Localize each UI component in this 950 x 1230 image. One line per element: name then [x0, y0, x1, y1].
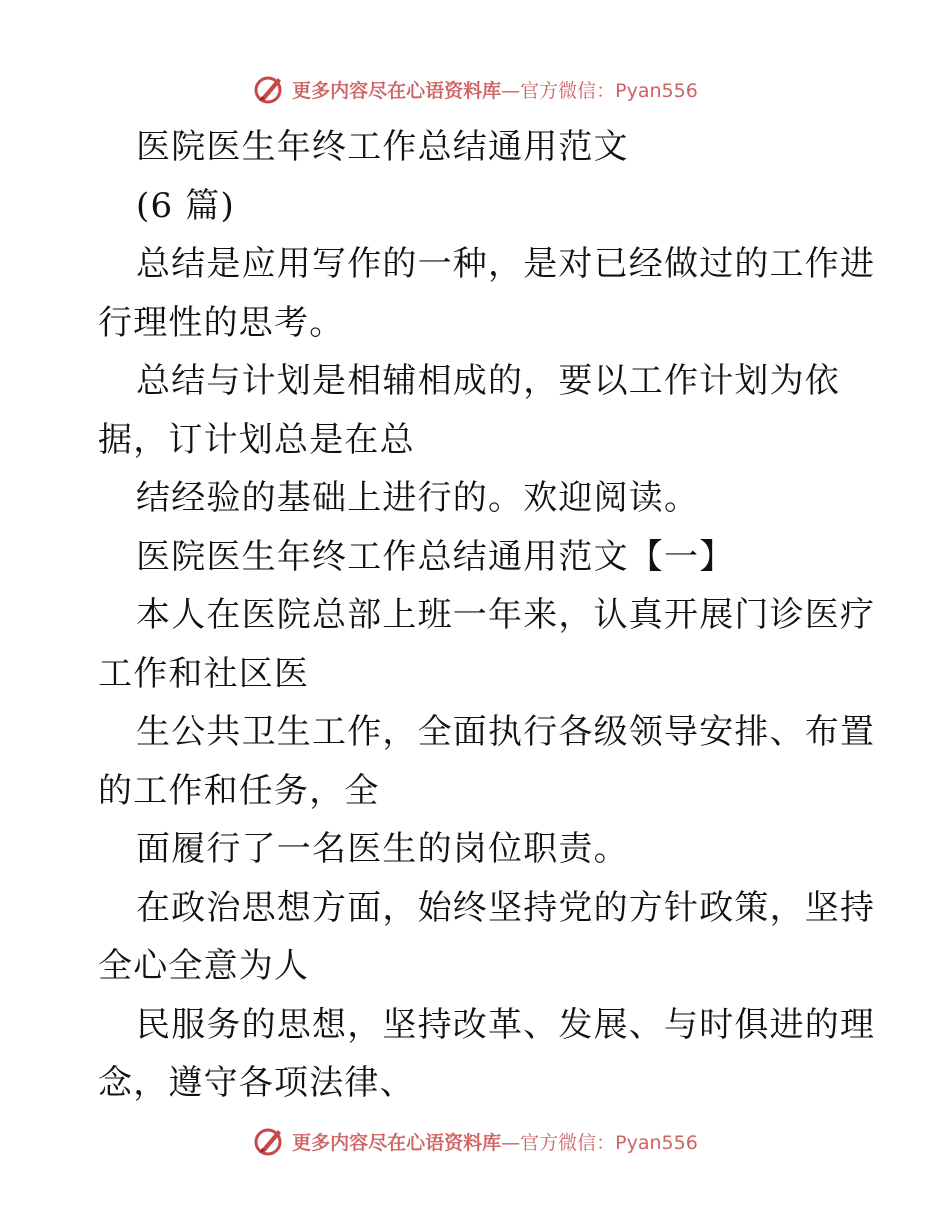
- banner-site-text: 更多内容尽在心语资料库: [292, 79, 502, 102]
- text-line: 医院医生年终工作总结通用范文: [136, 127, 629, 167]
- text-line: 行理性的思考。: [98, 302, 345, 343]
- text-line: 医院医生年终工作总结通用范文【一】: [136, 536, 735, 577]
- banner-contact-text: —官方微信：Pyan556: [501, 1131, 698, 1154]
- quill-logo-icon: [252, 1124, 286, 1158]
- document-body: [98, 118, 876, 1113]
- text-line: 生公共卫生工作，全面执行各级领导安排、布置: [136, 712, 876, 752]
- banner-site-text: 更多内容尽在心语资料库: [292, 1131, 502, 1154]
- text-line: 总结与计划是相辅相成的，要以工作计划为依: [136, 361, 840, 401]
- text-line: 本人在医院总部上班一年来，认真开展门诊医疗: [136, 595, 876, 635]
- text-line: 念，遵守各项法律、: [98, 1063, 415, 1103]
- text-line: 工作和社区医: [98, 653, 310, 694]
- footer-banner: [0, 1124, 950, 1158]
- text-line: 民服务的思想，坚持改革、发展、与时俱进的理: [136, 1004, 876, 1045]
- text-line: 在政治思想方面，始终坚持党的方针政策，坚持: [136, 887, 876, 928]
- text-line: 全心全意为人: [98, 946, 310, 986]
- text-line: 据，订计划总是在总: [98, 419, 415, 460]
- text-line: 结经验的基础上进行的。欢迎阅读。: [136, 478, 700, 518]
- text-line: (6 篇): [136, 185, 235, 226]
- header-banner: [0, 72, 950, 106]
- text-line: 面履行了一名医生的岗位职责。: [136, 829, 629, 869]
- quill-logo-icon: [252, 72, 286, 106]
- text-line: 的工作和任务，全: [98, 770, 380, 811]
- text-line: 总结是应用写作的一种，是对已经做过的工作进: [136, 244, 876, 284]
- banner-contact-text: —官方微信：Pyan556: [501, 79, 698, 102]
